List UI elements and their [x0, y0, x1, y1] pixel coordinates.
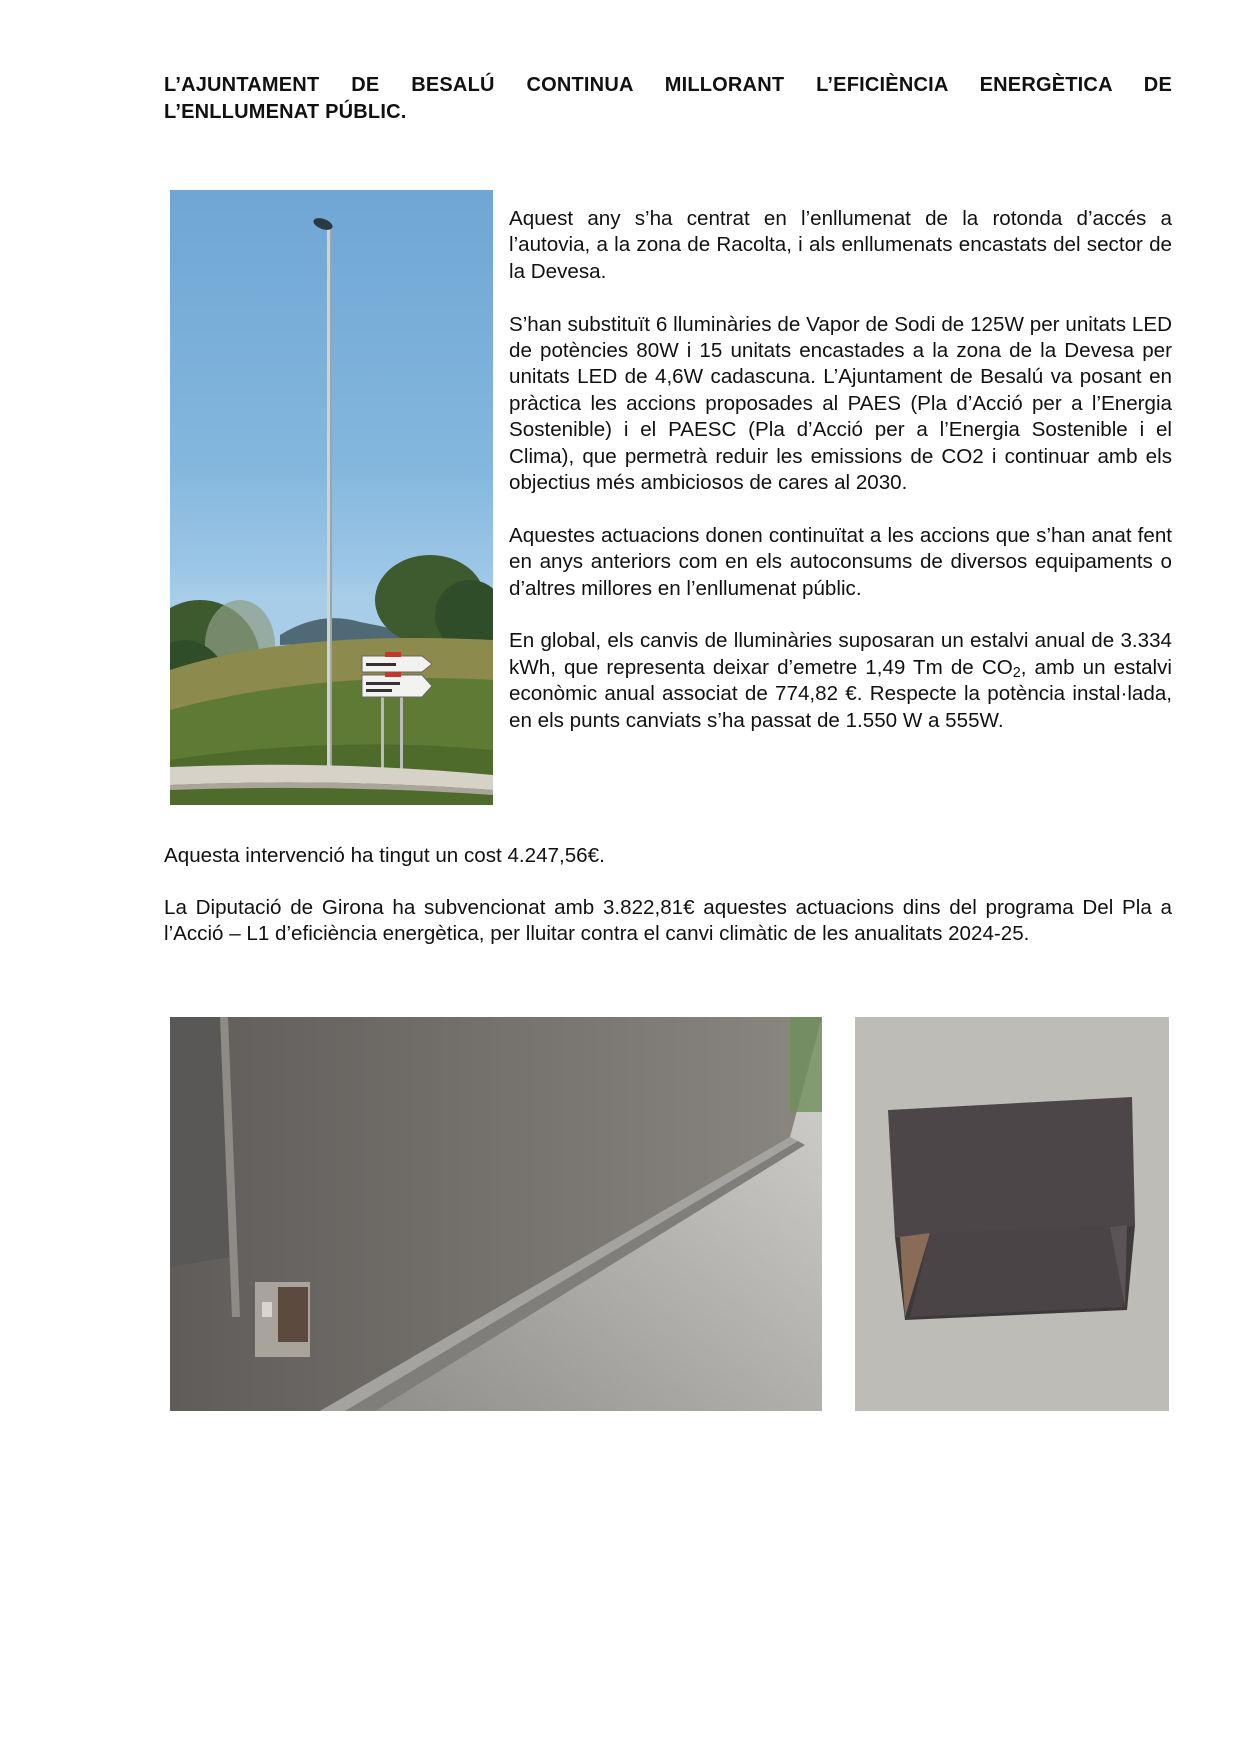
wall-path-illustration — [170, 1017, 822, 1411]
subsidy-paragraph: La Diputació de Girona ha subvencionat amb 3.822,81€ aquestes actuacions dins del programa Del Pla a l’Acció – L1 d’eficiència energètica, per lluitar contra el canvi climàtic de les anualitats 2024-25. — [164, 896, 1172, 946]
street-light-pole-photo — [170, 190, 493, 805]
savings-paragraph — [509, 628, 1172, 734]
wall-path-photo — [170, 1017, 822, 1411]
street-light-pole-illustration — [170, 190, 493, 805]
savings-text-a: En global, els canvis de lluminàries suposaran un estalvi anual de 3.334 kWh, que representa deixar d’emetre 1,49 Tm de CO — [509, 629, 1172, 679]
co2-subscript: 2 — [1012, 664, 1021, 681]
title-line-1: L’AJUNTAMENT DE BESALÚ CONTINUA MILLORANT L’EFICIÈNCIA ENERGÈTICA DE — [164, 74, 1172, 96]
page-title — [164, 72, 1172, 126]
savings-text-b: , amb un estalvi econòmic anual associat de 774,82 €. Respecte la potència instal·lada, en els punts canviats s’ha passat de 1.550 W a 555W. — [509, 655, 1172, 732]
main-text-column — [509, 206, 1172, 760]
recessed-led-fixture-photo — [855, 1017, 1169, 1411]
continuity-paragraph: Aquestes actuacions donen continuïtat a les accions que s’han anat fent en anys anteriors com en els autoconsums de diversos equipaments o d’altres millores en l’enllumenat públic. — [509, 523, 1172, 600]
title-line-2: L’ENLLUMENAT PÚBLIC. — [164, 101, 407, 123]
replacement-paragraph: S’han substituït 6 lluminàries de Vapor de Sodi de 125W per unitats LED de potències 80W i 15 unitats encastades a la zona de la Devesa per unitats LED de 4,6W cadascuna. L’Ajuntament de Besalú va posant en pràctica les accions proposades al PAES (Pla d’Acció per a l’Energia Sostenible) i el PAESC (Pla d’Acció per a l’Energia Sostenible i el Clima), que permetrà reduir les emissions de CO2 i continuar amb els objectius més ambiciosos de cares al 2030. — [509, 312, 1172, 495]
recessed-led-fixture-illustration — [855, 1017, 1169, 1411]
intro-paragraph: Aquest any s’ha centrat en l’enllumenat de la rotonda d’accés a l’autovia, a la zona de Racolta, i als enllumenats encastats del sector de la Devesa. — [509, 207, 1172, 283]
cost-paragraph: Aquesta intervenció ha tingut un cost 4.247,56€. — [164, 844, 605, 867]
